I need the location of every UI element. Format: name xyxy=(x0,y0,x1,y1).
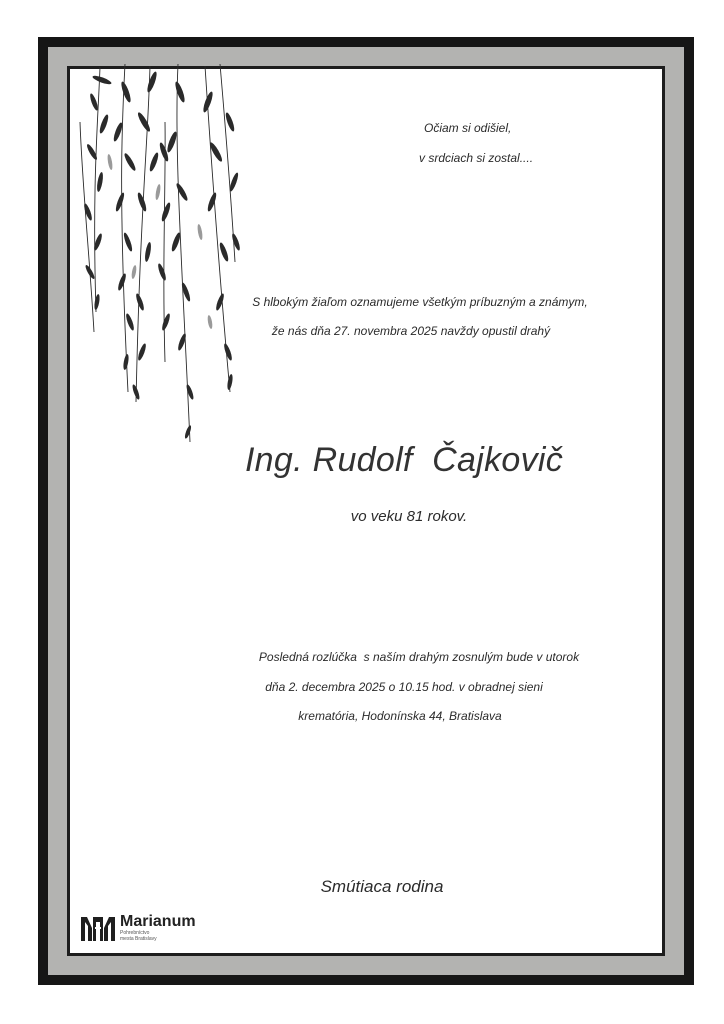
deceased-name: Ing. Rudolf Čajkovič xyxy=(244,441,564,479)
marianum-logo xyxy=(80,914,196,942)
deceased-age: vo veku 81 rokov. xyxy=(350,508,468,525)
marianum-logo-icon xyxy=(80,914,116,942)
signature: Smútiaca rodina xyxy=(320,877,444,896)
logo-name: Marianum xyxy=(120,913,196,930)
funeral-line-1: Posledná rozlúčka s naším drahým zosnulým bude v utorok xyxy=(258,650,580,664)
motto-line-2: v srdciach si zostal.... xyxy=(419,151,534,165)
announcement-line-2: že nás dňa 27. novembra 2025 navždy opustil drahý xyxy=(271,324,551,338)
announcement-line-1: S hlbokým žiaľom oznamujeme všetkým príbuzným a známym, xyxy=(252,295,588,309)
willow-branches-decoration xyxy=(70,62,250,457)
funeral-line-3: krematória, Hodonínska 44, Bratislava xyxy=(298,709,502,723)
funeral-line-2: dňa 2. decembra 2025 o 10.15 hod. v obradnej sieni xyxy=(265,680,543,694)
motto-line-1: Očiam si odišiel, xyxy=(424,121,512,135)
logo-subtitle-2: mesta Bratislavy xyxy=(120,936,157,942)
logo-subtitle-1: Pohrebníctvo xyxy=(120,930,150,936)
